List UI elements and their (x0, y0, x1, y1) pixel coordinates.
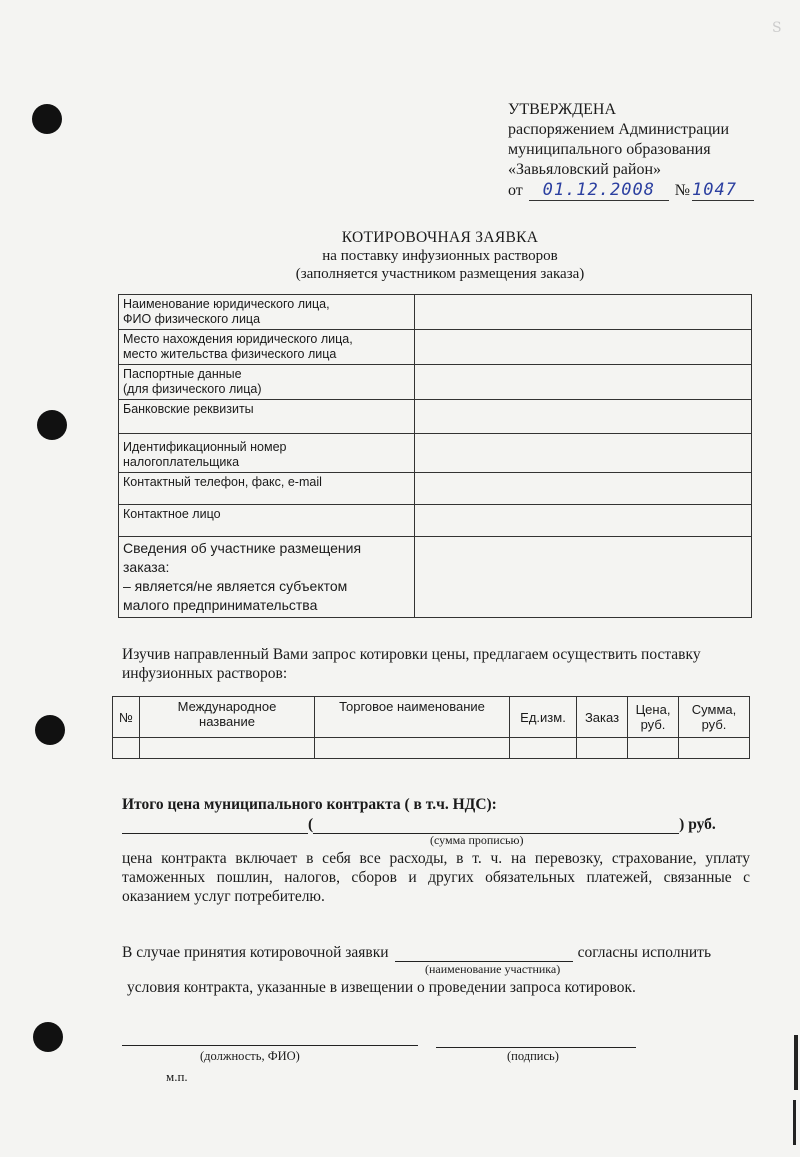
position-caption: (должность, ФИО) (200, 1049, 300, 1063)
row-label: Паспортные данные (для физического лица) (119, 365, 415, 400)
row-label: Контактное лицо (119, 505, 415, 537)
table-row (119, 330, 752, 365)
signature-line[interactable] (436, 1046, 636, 1048)
stamp-place: м.п. (166, 1069, 188, 1084)
table-header-row (113, 697, 750, 738)
participant-info-table (118, 294, 752, 618)
row-label: Контактный телефон, факс, e-mail (119, 473, 415, 505)
agreement-line-2: условия контракта, указанные в извещении о проведении запроса котировок. (127, 979, 636, 996)
row-value-field[interactable] (415, 537, 752, 618)
table-cell[interactable] (113, 738, 140, 759)
row-label: Сведения об участнике размещения заказа: – является/не является субъектом малого предпринимательства (119, 537, 415, 618)
row-value-field[interactable] (415, 473, 752, 505)
agreement-prefix: В случае принятия котировочной заявки (122, 944, 389, 961)
table-cell[interactable] (577, 738, 628, 759)
form-note: (заполняется участником размещения заказа) (295, 266, 585, 282)
table-cell[interactable] (315, 738, 510, 759)
table-row (119, 537, 752, 618)
approval-title: УТВЕРЖДЕНА (508, 101, 617, 118)
handwritten-date: 01.12.2008 (529, 180, 669, 201)
punch-hole (37, 410, 67, 440)
table-cell[interactable] (679, 738, 750, 759)
form-subtitle: на поставку инфузионных растворов (322, 248, 558, 264)
column-header: Ед.изм. (510, 697, 577, 738)
row-value-field[interactable] (415, 330, 752, 365)
table-row (119, 473, 752, 505)
row-label: Место нахождения юридического лица, место жительства физического лица (119, 330, 415, 365)
approval-block (508, 100, 788, 201)
scan-edge (793, 1100, 796, 1145)
row-label: Наименование юридического лица, ФИО физического лица (119, 295, 415, 330)
handwritten-number: 1047 (692, 180, 754, 201)
table-row (119, 434, 752, 473)
total-label: Итого цена муниципального контракта ( в т.ч. НДС): (122, 796, 497, 813)
form-heading (120, 229, 760, 283)
column-header: Цена, руб. (628, 697, 679, 738)
open-paren: ( (308, 816, 314, 833)
table-row (119, 400, 752, 434)
table-cell[interactable] (140, 738, 315, 759)
punch-hole (35, 715, 65, 745)
currency-suffix: ) руб. (679, 816, 716, 833)
column-header: Международное название (140, 697, 315, 738)
row-value-field[interactable] (415, 365, 752, 400)
form-title: КОТИРОВОЧНАЯ ЗАЯВКА (341, 229, 539, 246)
column-header: Торговое наименование (315, 697, 510, 738)
row-value-field[interactable] (415, 295, 752, 330)
approval-line: распоряжением Администрации (508, 121, 730, 138)
agreement-line (122, 943, 750, 962)
goods-table (112, 696, 750, 759)
participant-name-field[interactable] (395, 947, 573, 962)
punch-hole (33, 1022, 63, 1052)
approval-line: муниципального образования (508, 141, 711, 158)
column-header: Сумма, руб. (679, 697, 750, 738)
amount-words-caption: (сумма прописью) (430, 833, 524, 847)
row-value-field[interactable] (415, 434, 752, 473)
column-header: № (113, 697, 140, 738)
participant-name-caption: (наименование участника) (425, 962, 561, 976)
price-includes-text: цена контракта включает в себя все расходы, в т. ч. на перевозку, страхование, уплату таможенных пошлин, налогов, сборов и других обязательных платежей, связанные с оказанием услуг потребителю. (122, 850, 750, 905)
table-row (119, 295, 752, 330)
signature-caption: (подпись) (507, 1049, 559, 1063)
row-value-field[interactable] (415, 400, 752, 434)
position-signature-line[interactable] (122, 1044, 418, 1046)
row-value-field[interactable] (415, 505, 752, 537)
number-prefix: № (674, 182, 691, 199)
table-cell[interactable] (510, 738, 577, 759)
amount-figures-field[interactable] (122, 819, 308, 834)
corner-mark: S (772, 20, 782, 36)
row-label: Идентификационный номер налогоплательщика (119, 434, 415, 473)
agreement-suffix: согласны исполнить (577, 944, 712, 961)
table-row (119, 365, 752, 400)
date-prefix: от (508, 182, 523, 199)
table-row (119, 505, 752, 537)
approval-date-row (508, 180, 788, 201)
scan-edge (794, 1035, 798, 1090)
total-amount-row (122, 816, 762, 834)
punch-hole (32, 104, 62, 134)
intro-paragraph: Изучив направленный Вами запрос котировки цены, предлагаем осуществить поставку инфузионных растворов: (122, 646, 701, 682)
table-row (113, 738, 750, 759)
approval-line: «Завьяловский район» (508, 161, 661, 178)
row-label: Банковские реквизиты (119, 400, 415, 434)
column-header: Заказ (577, 697, 628, 738)
amount-words-field[interactable] (313, 819, 679, 834)
table-cell[interactable] (628, 738, 679, 759)
